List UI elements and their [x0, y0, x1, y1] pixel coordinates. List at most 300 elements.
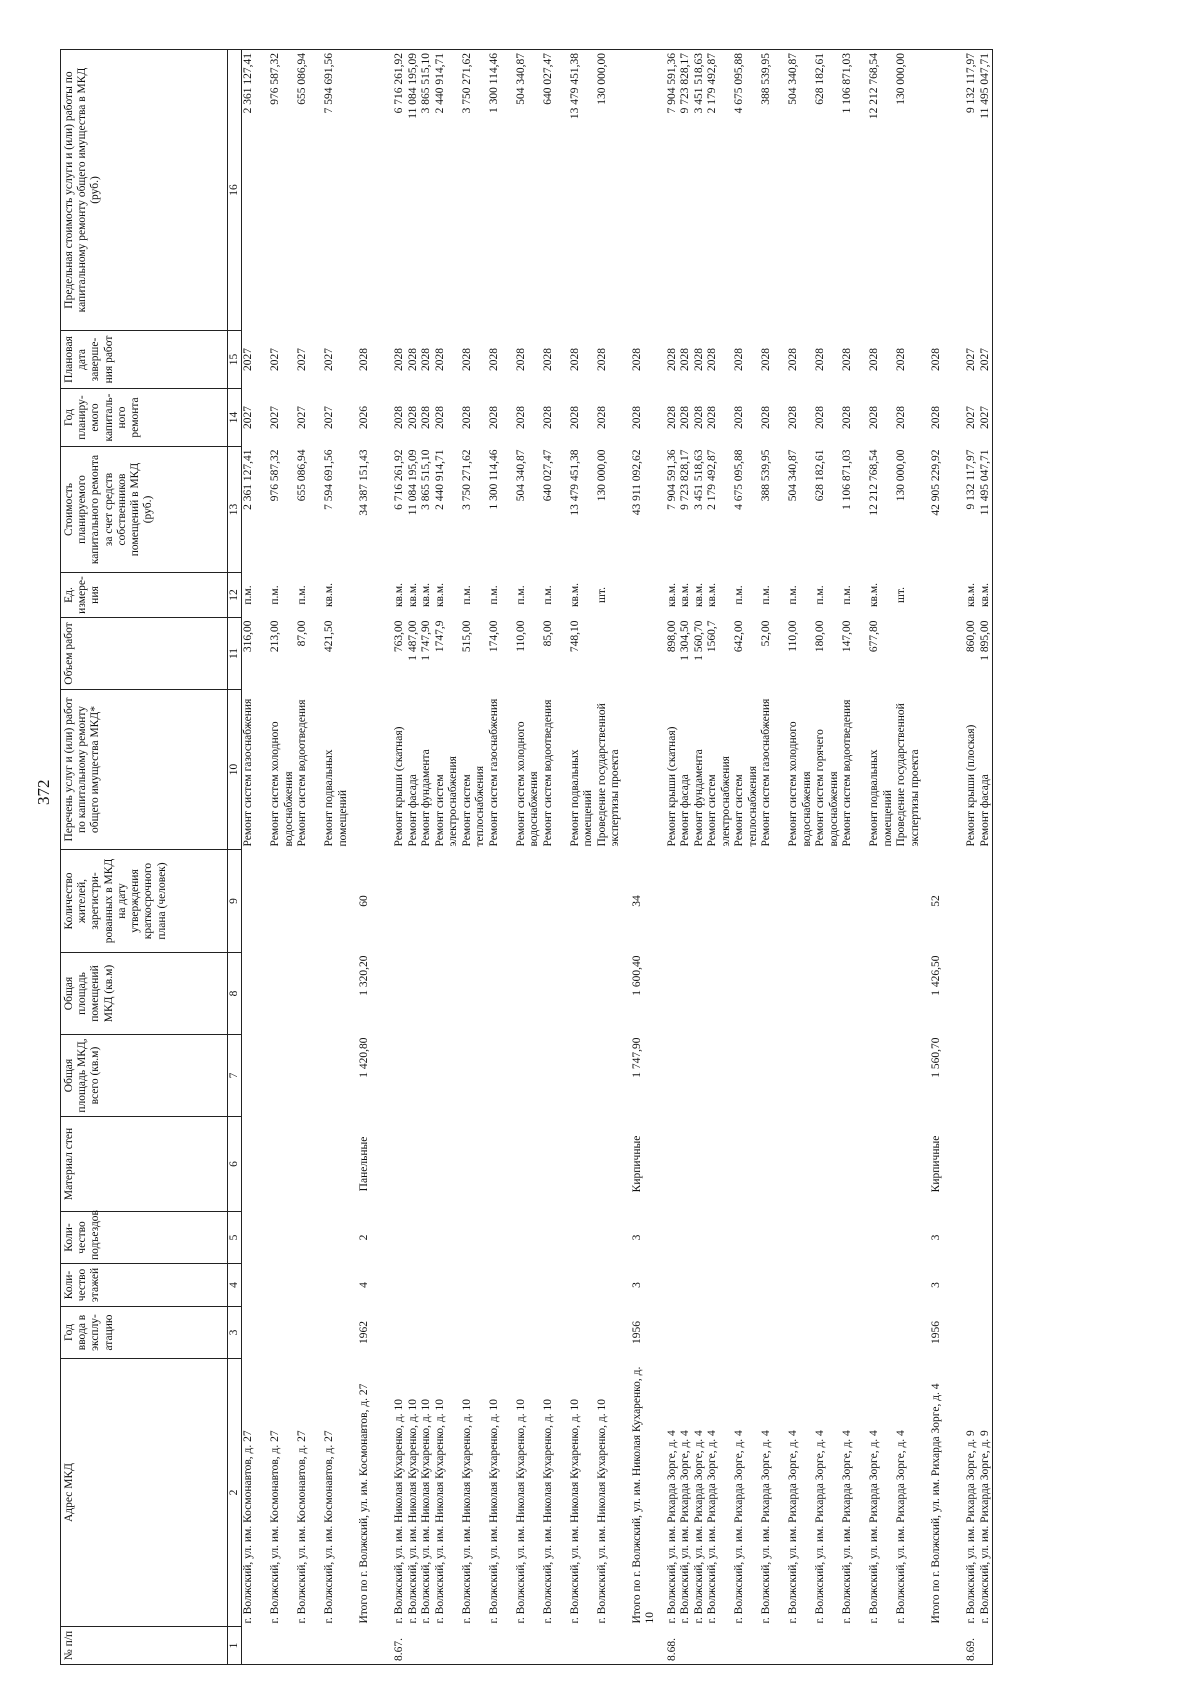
spacer-cell	[922, 1359, 930, 1627]
table-cell	[841, 953, 868, 1035]
table-cell: 9 723 828,17	[679, 50, 693, 331]
table-cell: 2027	[323, 348, 336, 371]
table-cell	[515, 1307, 542, 1359]
table-cell: г. Волжский, ул. им. Рихарда Зорге, д. 9	[965, 1430, 978, 1624]
spacer-cell	[350, 1307, 358, 1359]
table-cell: Ремонт крыши (плоская)	[965, 724, 978, 847]
spacer-cell	[993, 447, 994, 573]
table-cell	[515, 1627, 542, 1665]
table-cell	[814, 850, 841, 953]
spacer-cell	[350, 447, 358, 573]
table-cell	[787, 1212, 814, 1264]
table-cell: 1 420,80	[358, 1037, 371, 1078]
table-row	[895, 50, 922, 1665]
table-cell: кв.м.	[406, 582, 419, 608]
table-cell	[323, 1212, 350, 1264]
table-cell	[407, 1117, 421, 1212]
spacer-cell	[350, 1627, 358, 1665]
table-cell: 4 675 095,88	[733, 50, 760, 331]
table-cell	[979, 1035, 993, 1117]
page-number: 372	[34, 779, 53, 805]
table-cell	[569, 1307, 596, 1359]
table-cell: Итого по г. Волжский, ул. им. Николая Кухаренко, д. 10	[630, 1366, 657, 1624]
table-cell: Ремонт систем газоснабжения	[487, 698, 500, 847]
table-cell	[569, 850, 596, 953]
table-cell: 7 904 591,36	[666, 50, 680, 331]
column-number: 9	[228, 850, 242, 953]
table-cell	[434, 1627, 461, 1665]
table-cell	[733, 1212, 760, 1264]
spacer-cell	[623, 447, 631, 573]
table-cell	[693, 1307, 707, 1359]
table-cell: 2028	[679, 406, 692, 429]
spacer-cell	[993, 1035, 994, 1117]
table-cell	[358, 1627, 385, 1665]
spacer-cell	[658, 50, 666, 331]
table-cell	[596, 850, 623, 953]
table-cell: 180,00	[814, 620, 827, 653]
table-row	[841, 50, 868, 1665]
table-cell	[596, 1212, 623, 1264]
spacer-cell	[922, 1307, 930, 1359]
spacer-cell	[385, 1359, 393, 1627]
table-cell	[895, 1307, 922, 1359]
column-number: 15	[228, 331, 242, 389]
table-cell: 43 911 092,62	[630, 449, 643, 516]
column-header: Год планиру-емого капиталь-ного ремонта	[61, 389, 228, 447]
table-cell: 3 865 515,10	[420, 449, 433, 510]
table-cell: 7 594 691,56	[323, 449, 336, 510]
table-cell: 515,00	[460, 620, 473, 653]
spacer-cell	[623, 690, 631, 850]
table-cell	[760, 953, 787, 1035]
spacer-cell	[922, 331, 930, 389]
table-cell: Ремонт фундамента	[420, 749, 433, 847]
table-cell: 8.69.	[965, 1627, 979, 1665]
table-cell	[596, 1627, 623, 1665]
table-cell: Ремонт систем горячего водоснабжения	[814, 729, 840, 847]
table-cell	[393, 1307, 407, 1359]
table-row	[488, 50, 515, 1665]
table-cell: 147,00	[841, 620, 854, 653]
table-cell: 388 539,95	[760, 50, 787, 331]
spacer-cell	[385, 50, 393, 331]
table-cell: кв.м.	[420, 582, 433, 608]
table-cell	[841, 1212, 868, 1264]
table-cell: 9 132 117,97	[965, 50, 979, 331]
spacer-row	[350, 50, 358, 1665]
table-cell: 2028	[895, 406, 908, 429]
table-cell: 2028	[393, 406, 406, 429]
table-cell	[434, 1264, 461, 1307]
table-cell	[461, 1627, 488, 1665]
table-cell: 421,50	[323, 620, 336, 653]
table-cell	[269, 1627, 296, 1665]
table-cell: г. Волжский, ул. им. Рихарда Зорге, д. 9	[978, 1430, 991, 1624]
column-number: 7	[228, 1035, 242, 1117]
table-cell: 110,00	[787, 620, 800, 652]
total-row	[930, 50, 957, 1665]
table-cell	[666, 1264, 680, 1307]
spacer-cell	[350, 953, 358, 1035]
table-cell	[323, 1117, 350, 1212]
spacer-cell	[350, 618, 358, 690]
spacer-cell	[658, 1264, 666, 1307]
total-row	[358, 50, 385, 1665]
spacer-cell	[658, 690, 666, 850]
table-cell	[693, 953, 707, 1035]
table-cell: г. Волжский, ул. им. Космонавтов, д. 27	[242, 1430, 255, 1624]
table-cell	[679, 1212, 693, 1264]
table-cell: 1 747,90	[630, 1037, 643, 1078]
table-cell	[393, 1035, 407, 1117]
table-cell: 655 086,94	[296, 449, 309, 502]
table-cell	[895, 953, 922, 1035]
table-cell: 2 361 127,41	[242, 449, 255, 510]
table-cell: Ремонт фасада	[978, 774, 991, 847]
spacer-cell	[350, 1035, 358, 1117]
table-cell: шт.	[595, 587, 608, 603]
table-cell	[868, 1264, 895, 1307]
table-row	[979, 50, 993, 1665]
table-cell: г. Волжский, ул. им. Рихарда Зорге, д. 4	[665, 1430, 678, 1624]
table-cell: Ремонт подвальных помещений	[568, 749, 595, 847]
spacer-cell	[658, 953, 666, 1035]
table-cell: 2027	[965, 348, 978, 371]
capital-repair-table	[60, 49, 993, 1665]
table-cell: 2028	[930, 348, 943, 371]
table-cell	[542, 1117, 569, 1212]
spacer-cell	[623, 1117, 631, 1212]
table-cell: 2028	[460, 406, 473, 429]
table-cell: 2028	[420, 348, 433, 371]
table-cell	[706, 1035, 733, 1117]
table-cell: г. Волжский, ул. им. Рихарда Зорге, д. 4	[787, 1430, 800, 1624]
table-cell	[760, 850, 787, 953]
table-cell	[407, 1035, 421, 1117]
table-cell: 12 212 768,54	[868, 449, 881, 516]
spacer-cell	[385, 389, 393, 447]
table-cell	[542, 1035, 569, 1117]
table-cell: п.м.	[787, 585, 800, 605]
spacer-cell	[957, 1212, 965, 1264]
spacer-cell	[993, 618, 994, 690]
table-cell	[868, 953, 895, 1035]
table-cell: 3 865 515,10	[420, 50, 434, 331]
table-cell: 748,10	[568, 620, 581, 653]
table-cell: п.м.	[814, 585, 827, 605]
table-row	[269, 50, 296, 1665]
spacer-cell	[993, 953, 994, 1035]
table-cell: 1 304,50	[679, 620, 692, 661]
table-cell: 2 179 492,87	[706, 449, 719, 510]
table-cell	[693, 1212, 707, 1264]
spacer-cell	[623, 953, 631, 1035]
total-row	[631, 50, 658, 1665]
table-cell: 42 905 229,92	[930, 449, 943, 516]
table-cell	[841, 1117, 868, 1212]
table-cell: 2028	[358, 348, 371, 371]
table-cell: 2028	[568, 348, 581, 371]
table-cell: Ремонт крыши (скатная)	[393, 726, 406, 847]
table-cell: 130 000,00	[595, 449, 608, 502]
table-cell	[296, 1212, 323, 1264]
table-cell: г. Волжский, ул. им. Николая Кухаренко, д. 10	[568, 1398, 581, 1624]
spacer-cell	[623, 618, 631, 690]
table-cell: 2028	[406, 406, 419, 429]
table-cell: 1 600,40	[630, 955, 643, 996]
table-cell: 3	[930, 1282, 943, 1288]
table-cell	[979, 850, 993, 953]
table-cell	[434, 1212, 461, 1264]
table-cell: кв.м.	[665, 582, 678, 608]
table-row	[569, 50, 596, 1665]
column-number: 3	[228, 1307, 242, 1359]
table-row	[420, 50, 434, 1665]
table-cell: 1 487,00	[406, 620, 419, 661]
table-cell: г. Волжский, ул. им. Николая Кухаренко, д. 10	[433, 1398, 446, 1624]
table-cell	[814, 1264, 841, 1307]
table-cell: 130 000,00	[596, 50, 623, 331]
table-cell	[868, 1627, 895, 1665]
spacer-cell	[993, 331, 994, 389]
table-cell: 2 440 914,71	[433, 449, 446, 510]
table-cell	[733, 953, 760, 1035]
table-cell	[979, 953, 993, 1035]
table-cell	[693, 1627, 707, 1665]
table-cell: Ремонт фундамента	[692, 749, 705, 847]
table-cell: 2028	[733, 348, 746, 371]
spacer-cell	[993, 573, 994, 618]
table-cell	[296, 1117, 323, 1212]
table-cell: 1560,7	[706, 620, 719, 653]
table-cell	[488, 1117, 515, 1212]
table-cell: г. Волжский, ул. им. Рихарда Зорге, д. 4	[706, 1430, 719, 1624]
table-cell: 504 340,87	[787, 50, 814, 331]
table-cell: 8.67.	[393, 1627, 407, 1665]
table-cell	[868, 850, 895, 953]
table-cell: 2027	[978, 406, 991, 429]
table-cell	[693, 1264, 707, 1307]
spacer-cell	[623, 50, 631, 331]
spacer-cell	[385, 850, 393, 953]
table-cell: 2028	[665, 406, 678, 429]
table-cell: г. Волжский, ул. им. Николая Кухаренко, д. 10	[541, 1398, 554, 1624]
table-cell: 2028	[679, 348, 692, 371]
table-cell	[461, 1264, 488, 1307]
table-cell: 2028	[514, 406, 527, 429]
table-cell	[242, 1212, 270, 1264]
table-cell	[358, 50, 385, 331]
column-header: Адрес МКД	[61, 1359, 228, 1627]
table-cell: 2028	[514, 348, 527, 371]
table-cell: 640 027,47	[541, 449, 554, 502]
table-cell: 34	[630, 895, 643, 907]
spacer-cell	[658, 850, 666, 953]
column-number: 16	[228, 50, 242, 331]
table-cell	[631, 573, 658, 618]
table-cell	[461, 850, 488, 953]
table-cell: 2028	[420, 406, 433, 429]
spacer-cell	[658, 618, 666, 690]
table-cell	[569, 1117, 596, 1212]
table-cell	[965, 850, 979, 953]
table-cell	[787, 1035, 814, 1117]
table-cell: 677,80	[868, 620, 881, 653]
table-cell: п.м.	[841, 585, 854, 605]
table-cell	[706, 1117, 733, 1212]
table-cell: г. Волжский, ул. им. Николая Кухаренко, д. 10	[460, 1398, 473, 1624]
table-cell	[515, 1212, 542, 1264]
table-cell: Проведение государственной экспертизы проекта	[595, 703, 622, 847]
table-cell: 3 451 518,63	[693, 50, 707, 331]
spacer-cell	[385, 1117, 393, 1212]
table-cell	[296, 1264, 323, 1307]
table-cell: 1747,9	[433, 620, 446, 653]
column-header: Плановая дата заверше-ния работ	[61, 331, 228, 389]
spacer-cell	[623, 1307, 631, 1359]
table-cell: 2028	[692, 406, 705, 429]
spacer-cell	[350, 1359, 358, 1627]
table-cell: 2028	[814, 348, 827, 371]
table-cell: 860,00	[965, 620, 978, 653]
table-cell: 6 716 261,92	[393, 50, 407, 331]
spacer-cell	[922, 1117, 930, 1212]
table-cell	[868, 1035, 895, 1117]
spacer-cell	[658, 573, 666, 618]
table-cell: 2028	[760, 406, 773, 429]
table-cell	[407, 1212, 421, 1264]
table-cell: 2028	[433, 348, 446, 371]
table-cell	[569, 953, 596, 1035]
table-cell: п.м.	[296, 585, 309, 605]
spacer-cell	[350, 1212, 358, 1264]
table-cell	[242, 1117, 270, 1212]
table-cell	[420, 1307, 434, 1359]
table-cell: 2028	[706, 348, 719, 371]
spacer-cell	[993, 1117, 994, 1212]
table-cell	[488, 1212, 515, 1264]
table-cell	[979, 1307, 993, 1359]
table-cell	[965, 1307, 979, 1359]
table-row	[868, 50, 895, 1665]
column-header: Год ввода в эксплу-атацию	[61, 1307, 228, 1359]
table-cell	[461, 1117, 488, 1212]
table-cell: г. Волжский, ул. им. Николая Кухаренко, д. 10	[420, 1398, 433, 1624]
table-cell	[434, 1307, 461, 1359]
spacer-cell	[385, 1212, 393, 1264]
spacer-cell	[993, 1307, 994, 1359]
column-number: 14	[228, 389, 242, 447]
table-cell	[841, 1307, 868, 1359]
table-cell	[760, 1627, 787, 1665]
table-cell	[269, 1212, 296, 1264]
table-cell: 1956	[930, 1321, 943, 1344]
spacer-cell	[385, 573, 393, 618]
spacer-cell	[957, 447, 965, 573]
table-cell: г. Волжский, ул. им. Рихарда Зорге, д. 4	[895, 1430, 908, 1624]
table-cell: 976 587,32	[269, 50, 296, 331]
table-cell	[242, 1264, 270, 1307]
table-cell: 2028	[460, 348, 473, 371]
table-cell	[420, 1035, 434, 1117]
table-cell: 1962	[358, 1321, 371, 1344]
spacer-cell	[385, 331, 393, 389]
spacer-cell	[658, 447, 666, 573]
table-cell: г. Волжский, ул. им. Николая Кухаренко, д. 10	[393, 1398, 406, 1624]
table-cell	[569, 1627, 596, 1665]
spacer-cell	[993, 850, 994, 953]
table-cell: Кирпичные	[630, 1135, 643, 1193]
table-cell: 2028	[630, 406, 643, 429]
table-cell	[679, 953, 693, 1035]
table-cell: 2028	[760, 348, 773, 371]
table-cell	[895, 1627, 922, 1665]
table-cell	[760, 1212, 787, 1264]
table-cell: 2027	[296, 348, 309, 371]
table-cell: Итого по г. Волжский, ул. им. Космонавтов, д. 27	[358, 1383, 371, 1624]
spacer-cell	[350, 690, 358, 850]
table-cell: 898,00	[665, 620, 678, 653]
table-cell: 13 479 451,38	[568, 449, 581, 516]
table-cell: Ремонт фасада	[679, 774, 692, 847]
table-cell	[787, 850, 814, 953]
table-cell	[461, 1035, 488, 1117]
table-cell	[679, 850, 693, 953]
table-cell: 2028	[630, 348, 643, 371]
table-cell: 976 587,32	[269, 449, 282, 502]
table-cell: 11 495 047,71	[978, 449, 991, 516]
table-cell: г. Волжский, ул. им. Николая Кухаренко, д. 10	[487, 1398, 500, 1624]
table-cell: 3 750 271,62	[461, 50, 488, 331]
table-cell	[965, 953, 979, 1035]
table-cell	[814, 1212, 841, 1264]
table-cell: 2028	[665, 348, 678, 371]
table-row	[814, 50, 841, 1665]
table-cell: 2026	[358, 406, 371, 429]
spacer-cell	[350, 50, 358, 331]
table-cell	[542, 1307, 569, 1359]
table-cell	[979, 1627, 993, 1665]
table-cell: 640 027,47	[542, 50, 569, 331]
table-cell	[358, 690, 385, 850]
table-cell	[895, 850, 922, 953]
table-cell: 1 560,70	[930, 1037, 943, 1078]
column-number: 1	[228, 1627, 242, 1665]
table-cell	[868, 1117, 895, 1212]
table-cell: 174,00	[487, 620, 500, 653]
table-cell	[488, 850, 515, 953]
table-cell	[515, 850, 542, 953]
table-cell	[868, 1307, 895, 1359]
table-cell	[706, 850, 733, 953]
table-cell	[296, 953, 323, 1035]
table-cell: 2028	[433, 406, 446, 429]
table-cell: кв.м.	[568, 582, 581, 608]
table-cell	[596, 1264, 623, 1307]
spacer-cell	[922, 690, 930, 850]
table-cell: кв.м.	[433, 582, 446, 608]
table-cell	[488, 1627, 515, 1665]
table-cell: 2027	[242, 406, 255, 429]
table-cell	[434, 850, 461, 953]
table-cell: Ремонт систем водоотведения	[841, 699, 854, 847]
table-cell: 2027	[323, 406, 336, 429]
table-cell	[242, 1035, 270, 1117]
table-cell: кв.м.	[692, 582, 705, 608]
table-cell	[979, 1212, 993, 1264]
table-cell: 2028	[406, 348, 419, 371]
